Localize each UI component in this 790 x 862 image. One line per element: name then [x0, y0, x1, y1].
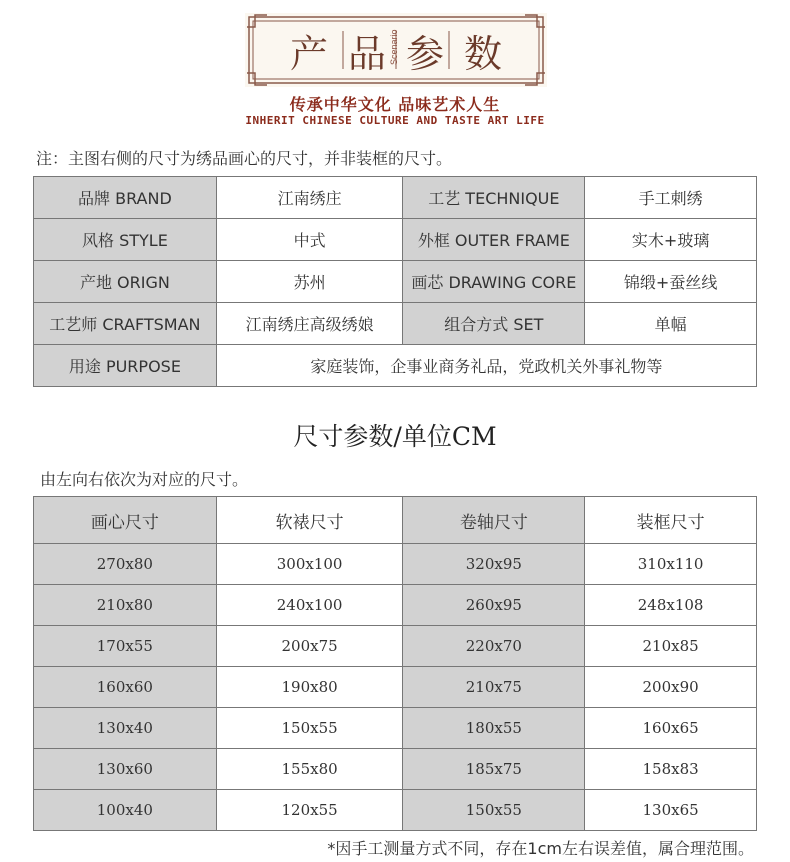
param-value: 实木+玻璃 [585, 219, 757, 261]
table-row [34, 544, 757, 585]
table-cell: 130x40 [34, 708, 217, 749]
table-row [34, 585, 757, 626]
param-label: 工艺 TECHNIQUE [403, 177, 585, 219]
table-row [34, 749, 757, 790]
size-disclaimer-note: 注：主图右侧的尺寸为绣品画心的尺寸，并非装框的尺寸。 [36, 149, 453, 168]
param-value: 江南绣庄 [216, 177, 403, 219]
table-cell: 155x80 [216, 749, 403, 790]
slogan-english: INHERIT CHINESE CULTURE AND TASTE ART LIFE [245, 114, 545, 127]
table-cell: 158x83 [585, 749, 757, 790]
param-value: 单幅 [585, 303, 757, 345]
column-header: 画心尺寸 [34, 497, 217, 544]
param-value: 中式 [216, 219, 403, 261]
param-value: 家庭装饰，企事业商务礼品，党政机关外事礼物等 [216, 345, 756, 387]
param-label: 外框 OUTER FRAME [403, 219, 585, 261]
table-row [34, 303, 757, 345]
table-cell: 248x108 [585, 585, 757, 626]
table-cell: 130x60 [34, 749, 217, 790]
table-cell: 320x95 [403, 544, 585, 585]
table-header-row [34, 497, 757, 544]
table-row [34, 790, 757, 831]
table-cell: 190x80 [216, 667, 403, 708]
param-value: 手工刺绣 [585, 177, 757, 219]
param-label: 用途 PURPOSE [34, 345, 217, 387]
table-cell: 100x40 [34, 790, 217, 831]
table-row [34, 667, 757, 708]
banner-watermark: Scenario [389, 29, 399, 65]
table-row [34, 261, 757, 303]
table-cell: 210x80 [34, 585, 217, 626]
product-params-table [33, 176, 757, 387]
table-cell: 310x110 [585, 544, 757, 585]
column-header: 软裱尺寸 [216, 497, 403, 544]
column-header: 装框尺寸 [585, 497, 757, 544]
table-cell: 150x55 [216, 708, 403, 749]
size-order-note: 由左向右依次为对应的尺寸。 [40, 470, 249, 489]
table-row [34, 345, 757, 387]
table-cell: 260x95 [403, 585, 585, 626]
banner-char: 产 [289, 31, 328, 76]
param-value: 锦缎+蚕丝线 [585, 261, 757, 303]
table-cell: 200x90 [585, 667, 757, 708]
param-label: 画芯 DRAWING CORE [403, 261, 585, 303]
table-cell: 270x80 [34, 544, 217, 585]
table-cell: 170x55 [34, 626, 217, 667]
column-header: 卷轴尺寸 [403, 497, 585, 544]
table-row [34, 177, 757, 219]
table-cell: 210x75 [403, 667, 585, 708]
banner-char: 品 [347, 31, 386, 76]
param-label: 品牌 BRAND [34, 177, 217, 219]
banner-char: 数 [464, 31, 503, 76]
table-cell: 180x55 [403, 708, 585, 749]
table-row [34, 626, 757, 667]
table-cell: 160x65 [585, 708, 757, 749]
table-cell: 185x75 [403, 749, 585, 790]
table-cell: 150x55 [403, 790, 585, 831]
param-label: 组合方式 SET [403, 303, 585, 345]
param-label: 工艺师 CRAFTSMAN [34, 303, 217, 345]
param-value: 苏州 [216, 261, 403, 303]
table-cell: 210x85 [585, 626, 757, 667]
title-banner [245, 13, 547, 87]
param-value: 江南绣庄高级绣娘 [216, 303, 403, 345]
size-section-title: 尺寸参数/单位CM [293, 422, 497, 451]
param-label: 产地 ORIGN [34, 261, 217, 303]
table-cell: 300x100 [216, 544, 403, 585]
slogan-chinese: 传承中华文化 品味艺术人生 [289, 95, 501, 114]
banner-char: 参 [406, 31, 445, 76]
table-row [34, 708, 757, 749]
table-cell: 160x60 [34, 667, 217, 708]
table-cell: 120x55 [216, 790, 403, 831]
table-cell: 240x100 [216, 585, 403, 626]
measurement-error-footnote: *因手工测量方式不同，存在1cm左右误差值，属合理范围。 [327, 839, 754, 858]
table-row [34, 219, 757, 261]
param-label: 风格 STYLE [34, 219, 217, 261]
table-cell: 130x65 [585, 790, 757, 831]
table-cell: 200x75 [216, 626, 403, 667]
table-cell: 220x70 [403, 626, 585, 667]
size-table [33, 496, 757, 831]
